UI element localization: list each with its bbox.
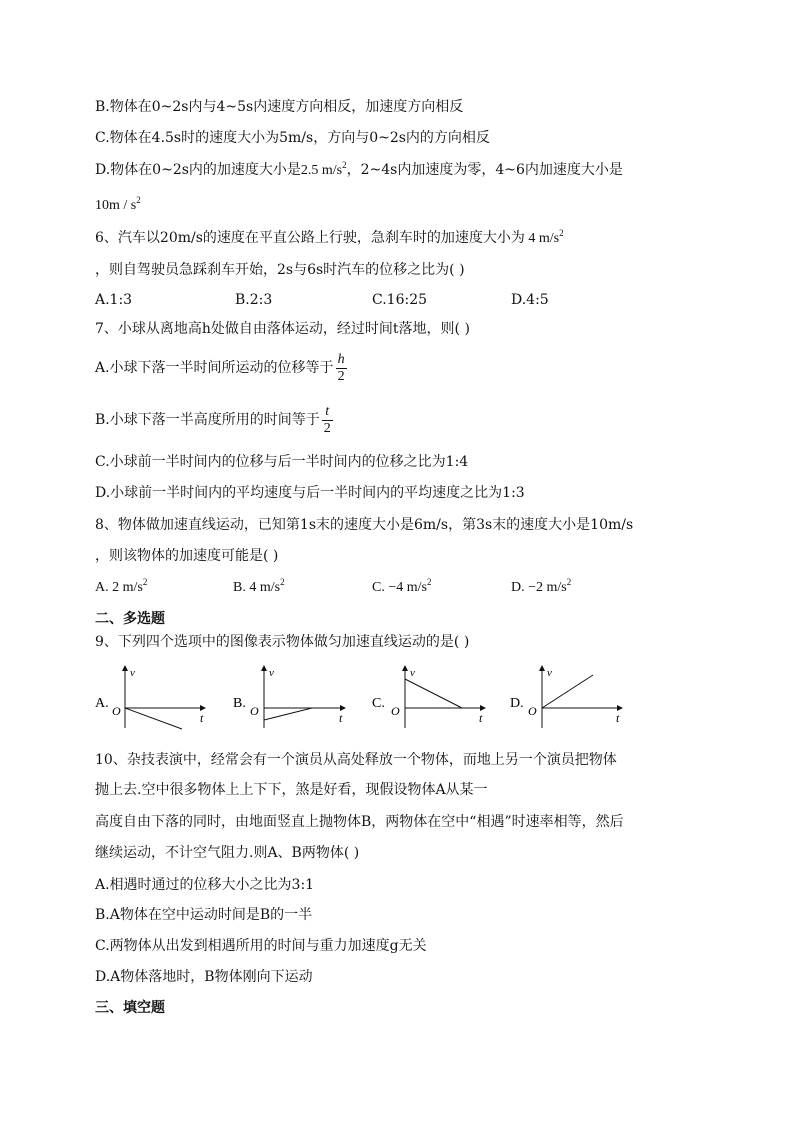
q8-stem-2: ，则该物体的加速度可能是( ) <box>95 548 279 564</box>
q7-a-fraction: $\frac{h}{2}$ <box>337 351 345 384</box>
svg-text:C.: C. <box>372 696 385 711</box>
q10-stem-line-4: 继续运动，不计空气阻力.则A、B两物体( ) <box>95 845 360 861</box>
q5-option-b: B.物体在0~2s内与4~5s内速度方向相反，加速度方向相反 <box>95 99 464 115</box>
svg-text:v: v <box>547 667 552 679</box>
q5-d-accel1: 2.5 $m/s^2$ <box>300 160 347 178</box>
svg-text:v: v <box>130 667 135 679</box>
q7-option-a: A.小球下落一半时间所运动的位移等于 $\frac{h}{2}$ <box>95 351 345 384</box>
svg-text:O: O <box>391 704 400 718</box>
q6-stem: 6、汽车以20m/s的速度在平直公路上行驶，急刹车时的加速度大小为 4 $m/s^2$ <box>95 228 564 246</box>
svg-text:A.: A. <box>95 696 109 711</box>
q8-option-d: D. −2 $m/s^2$ <box>511 577 572 595</box>
q9-graph-a <box>95 665 206 729</box>
section-heading-multiple-choice: 二、多选题 <box>95 611 165 627</box>
q10-option-d: D.A物体落地时，B物体刚向下运动 <box>95 969 313 985</box>
svg-text:t: t <box>616 711 620 725</box>
q6-option-d: D.4:5 <box>511 292 549 308</box>
q8-option-c: C. −4 $m/s^2$ <box>372 577 432 595</box>
q6-option-b: B.2:3 <box>235 292 273 308</box>
q9-stem: 9、下列四个选项中的图像表示物体做匀加速直线运动的是( ) <box>95 634 470 650</box>
svg-text:v: v <box>269 667 274 679</box>
svg-text:O: O <box>112 704 121 718</box>
q5-d-accel2: $10m / s^2$ <box>95 195 141 213</box>
q9-graph-d <box>510 665 623 728</box>
q5-option-c: C.物体在4.5s时的速度大小为5m/s，方向与0~2s内的方向相反 <box>95 130 490 146</box>
svg-text:D.: D. <box>510 696 524 711</box>
q8-stem: 8、物体做加速直线运动，已知第1s末的速度大小是6m/s，第3s末的速度大小是10m/s <box>95 517 634 533</box>
svg-text:B.: B. <box>233 696 246 711</box>
q5-d-text: D.物体在0~2s内的加速度大小是 <box>95 162 301 178</box>
q10-option-c: C.两物体从出发到相遇所用的时间与重力加速度g无关 <box>95 938 427 954</box>
q9-graph-c <box>372 665 486 728</box>
q10-stem-line-3: 高度自由下落的同时，由地面竖直上抛物体B，两物体在空中“相遇”时速率相等，然后 <box>95 814 624 830</box>
q7-option-c: C.小球前一半时间内的位移与后一半时间内的位移之比为1:4 <box>95 454 469 470</box>
q10-option-b: B.A物体在空中运动时间是B的一半 <box>95 907 313 923</box>
svg-text:O: O <box>250 704 259 718</box>
svg-text:O: O <box>528 704 537 718</box>
q10-stem-line-1: 10、杂技表演中，经常会有一个演员从高处释放一个物体，而地上另一个演员把物体 <box>95 752 617 768</box>
q8-option-a: A. 2 $m/s^2$ <box>95 577 148 595</box>
q7-option-d: D.小球前一半时间内的平均速度与后一半时间内的平均速度之比为1:3 <box>95 485 525 501</box>
svg-text:t: t <box>200 711 204 725</box>
q10-option-a: A.相遇时通过的位移大小之比为3:1 <box>95 877 315 893</box>
svg-text:t: t <box>479 711 483 725</box>
q7-stem: 7、小球从离地高h处做自由落体运动，经过时间t落地，则( ) <box>95 321 470 337</box>
section-heading-fill-in: 三、填空题 <box>95 1000 165 1016</box>
q6-option-a: A.1:3 <box>95 292 133 308</box>
q7-option-b: B.小球下落一半高度所用的时间等于 $\frac{t}{2}$ <box>95 403 331 436</box>
q6-stem-2: ，则自驾驶员急踩刹车开始，2s与6s时汽车的位移之比为( ) <box>95 262 465 278</box>
svg-text:v: v <box>410 667 415 679</box>
q7-b-fraction: $\frac{t}{2}$ <box>323 403 331 436</box>
q10-stem-line-2: 抛上去.空中很多物体上上下下，煞是好看，现假设物体A从某一 <box>95 782 488 798</box>
q5-d-text-2: ，2~4s内加速度为零，4~6内加速度大小是 <box>346 162 623 178</box>
q6-option-c: C.16:25 <box>372 292 428 308</box>
q8-option-b: B. 4 $m/s^2$ <box>233 577 285 595</box>
q9-graph-b <box>233 665 346 728</box>
q5-option-d <box>95 160 623 181</box>
svg-text:t: t <box>339 711 343 725</box>
q9-graphs <box>90 663 650 733</box>
